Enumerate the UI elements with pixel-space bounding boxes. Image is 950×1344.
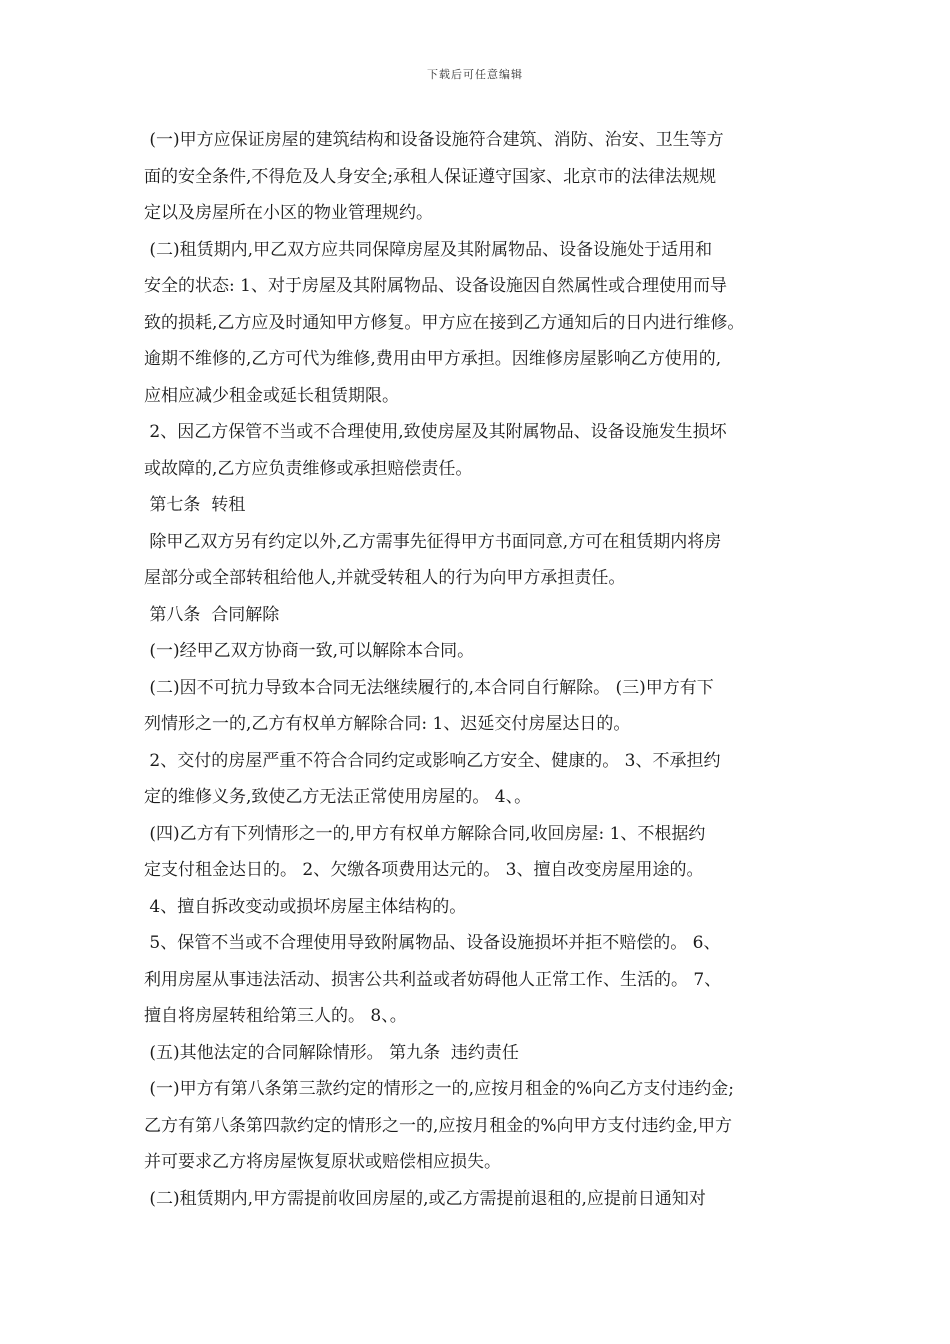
text-line: 并可要求乙方将房屋恢复原状或赔偿相应损失。	[144, 1152, 501, 1172]
text-line: 乙方有第八条第四款约定的情形之一的,应按月租金的%向甲方支付违约金,甲方	[144, 1115, 732, 1136]
text-line: 利用房屋从事违法活动、损害公共利益或者妨碍他人正常工作、生活的。 7、	[144, 969, 722, 990]
text-line: (一)经甲乙双方协商一致,可以解除本合同。	[144, 641, 475, 661]
text-line: 定的维修义务,致使乙方无法正常使用房屋的。 4、。	[144, 787, 532, 807]
text-line: (二)租赁期内,甲乙双方应共同保障房屋及其附属物品、设备设施处于适用和	[144, 239, 713, 260]
text-line: 2、因乙方保管不当或不合理使用,致使房屋及其附属物品、设备设施发生损坏	[144, 422, 727, 442]
text-line: 擅自将房屋转租给第三人的。 8、。	[144, 1006, 407, 1026]
section-heading-article-7: 第七条 转租	[144, 495, 246, 515]
text-line: 应相应减少租金或延长租赁期限。	[144, 385, 399, 406]
text-line: (五)其他法定的合同解除情形。 第九条 违约责任	[144, 1042, 519, 1063]
text-line: 除甲乙双方另有约定以外,乙方需事先征得甲方书面同意,方可在租赁期内将房	[144, 531, 722, 552]
page-header: 下载后可任意编辑	[427, 68, 523, 81]
text-line: (二)因不可抗力导致本合同无法继续履行的,本合同自行解除。 (三)甲方有下	[144, 677, 714, 698]
text-line: 5、保管不当或不合理使用导致附属物品、设备设施损坏并拒不赔偿的。 6、	[144, 933, 721, 953]
text-line: 定以及房屋所在小区的物业管理规约。	[144, 203, 433, 223]
text-line: 列情形之一的,乙方有权单方解除合同: 1、迟延交付房屋达日的。	[144, 714, 631, 734]
text-line: (四)乙方有下列情形之一的,甲方有权单方解除合同,收回房屋: 1、不根据约	[144, 823, 706, 844]
text-line: 或故障的,乙方应负责维修或承担赔偿责任。	[144, 458, 473, 479]
text-line: 4、擅自拆改变动或损坏房屋主体结构的。	[144, 896, 467, 917]
section-heading-article-8: 第八条 合同解除	[144, 604, 280, 625]
document-body	[144, 122, 824, 1217]
text-line: 致的损耗,乙方应及时通知甲方修复。甲方应在接到乙方通知后的日内进行维修。	[144, 312, 745, 333]
text-line: 面的安全条件,不得危及人身安全;承租人保证遵守国家、北京市的法律法规规	[144, 166, 717, 187]
text-line: (一)甲方应保证房屋的建筑结构和设备设施符合建筑、消防、治安、卫生等方	[144, 130, 724, 150]
text-line: 2、交付的房屋严重不符合合同约定或影响乙方安全、健康的。 3、不承担约	[144, 750, 721, 771]
text-line: (二)租赁期内,甲方需提前收回房屋的,或乙方需提前退租的,应提前日通知对	[144, 1188, 706, 1209]
text-line: 屋部分或全部转租给他人,并就受转租人的行为向甲方承担责任。	[144, 568, 626, 588]
text-line: 逾期不维修的,乙方可代为维修,费用由甲方承担。因维修房屋影响乙方使用的,	[144, 349, 722, 369]
text-line: (一)甲方有第八条第三款约定的情形之一的,应按月租金的%向乙方支付违约金;	[144, 1079, 734, 1099]
text-line: 定支付租金达日的。 2、欠缴各项费用达元的。 3、擅自改变房屋用途的。	[144, 860, 704, 880]
text-line: 安全的状态: 1、对于房屋及其附属物品、设备设施因自然属性或合理使用而导	[144, 276, 727, 296]
